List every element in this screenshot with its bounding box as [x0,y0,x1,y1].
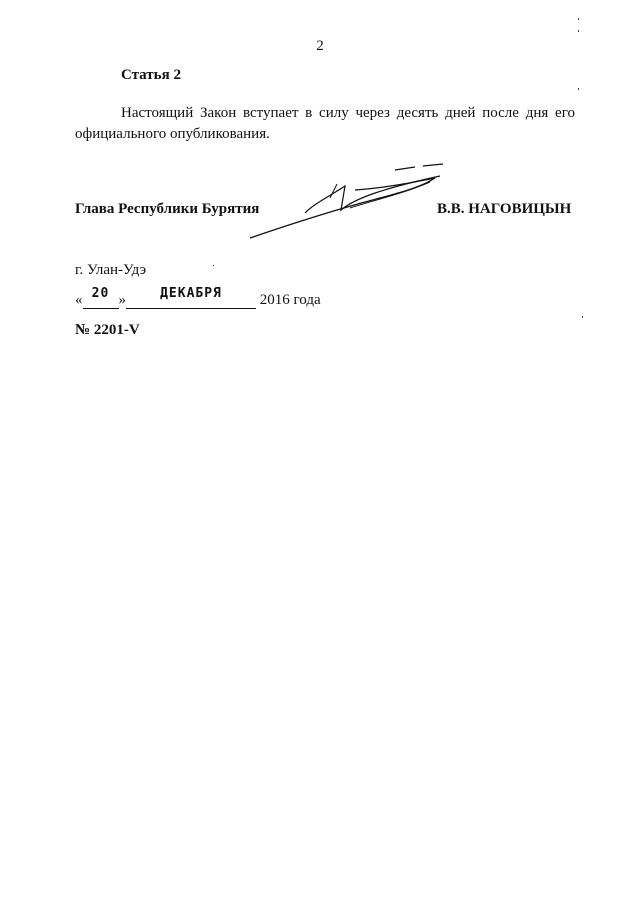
date-month-field [126,286,256,309]
place-of-signing: г. Улан-Удэ [75,262,147,278]
date-open-quote: « [75,292,83,308]
signer-title: Глава Республики Бурятия [75,201,260,217]
date-month-stamp: ДЕКАБРЯ [160,286,222,301]
date-close-quote: » [118,292,126,308]
page-number: 2 [316,38,324,54]
scan-speck [578,88,579,90]
date-day-stamp: 20 [91,286,110,301]
scan-speck [213,265,214,266]
signer-name: В.В. НАГОВИЦЫН [437,201,572,217]
signing-date [75,286,321,309]
scan-speck [582,316,583,318]
date-year: 2016 года [259,292,321,308]
scan-speck [578,18,579,20]
scan-speck [578,30,579,32]
handwritten-signature [245,158,455,243]
law-number: № 2201-V [75,322,140,338]
article-heading: Статья 2 [121,67,181,83]
date-day-field [83,286,119,309]
article-text: Настоящий Закон вступает в силу через десять дней после дня его официального опубликования. [75,105,575,142]
